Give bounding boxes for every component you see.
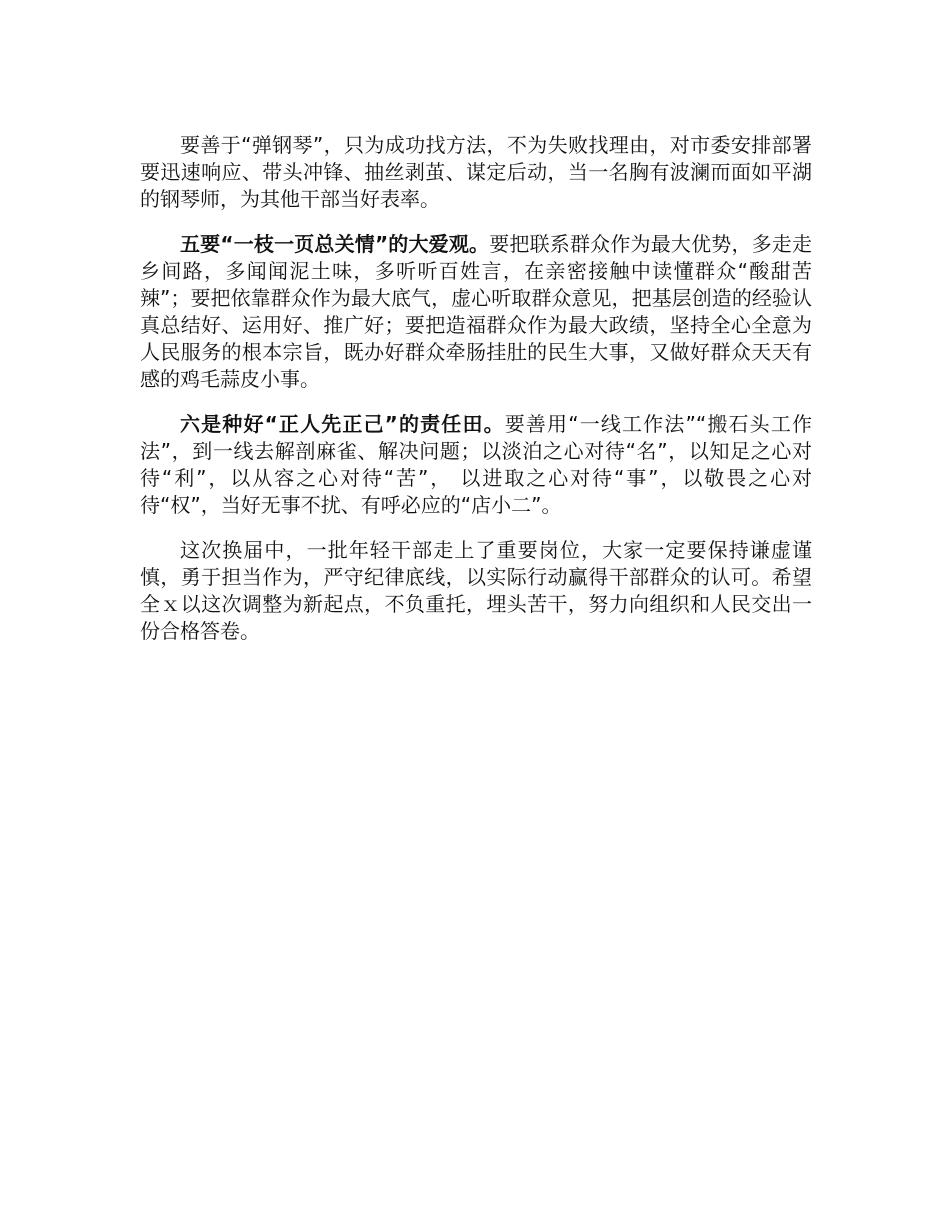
document-body (140, 132, 812, 663)
paragraph-lead: 五要“一枝一页总关情”的大爱观。 (180, 232, 490, 256)
paragraph-text: 要善用“一线工作法”“搬石头工作法”，到一线去解剖麻雀、解决问题；以淡泊之心对待“名”，以知足之心对待“利”，以从容之心对待“苦”， 以进取之心对待“事”，以敬畏之心对待“权”，当好无事不扰、有呼必应的“店小二”。 (140, 412, 812, 517)
paragraph-conclusion (140, 537, 812, 645)
paragraph-five-love (140, 231, 812, 393)
paragraph-lead: 六是种好“正人先正己”的责任田。 (180, 412, 505, 436)
paragraph-text: 要把联系群众作为最大优势，多走走乡间路，多闻闻泥土味，多听听百姓言，在亲密接触中读懂群众“酸甜苦辣”；要把依靠群众作为最大底气，虚心听取群众意见，把基层创造的经验认真总结好、运用好、推广好；要把造福群众作为最大政绩，坚持全心全意为人民服务的根本宗旨，既办好群众牵肠挂肚的民生大事，又做好群众天天有感的鸡毛蒜皮小事。 (140, 232, 812, 391)
paragraph-text: 这次换届中，一批年轻干部走上了重要岗位，大家一定要保持谦虚谨慎，勇于担当作为，严守纪律底线，以实际行动赢得干部群众的认可。希望全ｘ以这次调整为新起点，不负重托，埋头苦干，努力向组织和人民交出一份合格答卷。 (140, 538, 812, 643)
paragraph-six-responsibility (140, 411, 812, 519)
paragraph-text: 要善于“弹钢琴”，只为成功找方法，不为失败找理由，对市委安排部署要迅速响应、带头冲锋、抽丝剥茧、谋定后动，当一名胸有波澜而面如平湖的钢琴师，为其他干部当好表率。 (140, 133, 812, 211)
paragraph-piano (140, 132, 812, 213)
